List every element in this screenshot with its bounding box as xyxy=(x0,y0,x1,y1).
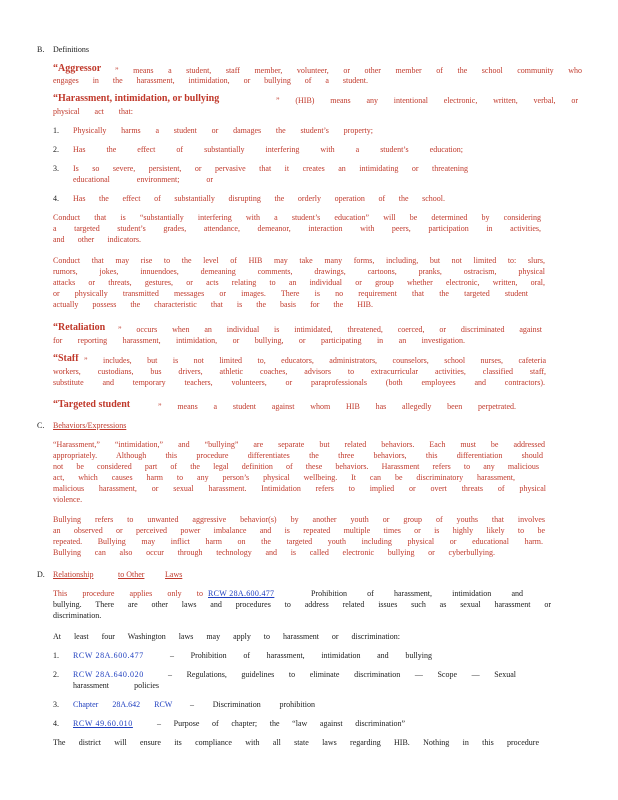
staff-line-1: ” includes, but is not limited to, educators, administrators, counselors, school nurses, cafeteria xyxy=(84,356,546,365)
behaviors-paragraph-2-line: repeated. Bullying may inflict harm on the targeted youth including physical or educational harm. xyxy=(53,537,543,546)
rcw-28a-600-477-link[interactable]: RCW 28A.600.477 xyxy=(208,589,275,598)
aggressor-line-2: engages in the harassment, intimidation, or bullying of a student. xyxy=(53,76,368,85)
relationship-paragraph-3: The district will ensure its compliance with all state laws regarding HIB. Nothing in this procedure xyxy=(53,738,539,747)
law-description: – Purpose of chapter; the “law against discrimination” xyxy=(157,719,405,728)
conduct-paragraph-2-line: Conduct that may rise to the level of HIB may take many forms, including, but not limited to: slurs, xyxy=(53,256,545,265)
list-item: Has the effect of substantially disrupting the orderly operation of the school. xyxy=(73,194,445,203)
relationship-paragraph-1-continued: Prohibition of harassment, intimidation and xyxy=(311,589,523,598)
conduct-paragraph-2-line: or physically transmitted messages or images. There is no requirement that the targeted student xyxy=(53,289,528,298)
section-d-letter: D. xyxy=(37,570,45,579)
list-item: Has the effect of substantially interfering with a student’s education; xyxy=(73,145,463,154)
behaviors-paragraph-1-line: not be considered part of the legal definition of these behaviors. Harassment refers to any malicious xyxy=(53,462,539,471)
behaviors-paragraph-2-line: an observed or perceived power imbalance and is repeated multiple times or is highly likely to be xyxy=(53,526,545,535)
targeted-student-term: “Targeted student xyxy=(53,400,131,410)
aggressor-term: “Aggressor xyxy=(53,64,102,74)
conduct-paragraph-2-line: rumors, jokes, innuendoes, demeaning comments, drawings, cartoons, pranks, ostracism, physical xyxy=(53,267,545,276)
section-b-title: Definitions xyxy=(53,45,89,54)
section-c-letter: C. xyxy=(37,421,45,430)
list-item: Physically harms a student or damages the student’s property; xyxy=(73,126,373,135)
law-number: 2. xyxy=(53,670,59,679)
section-c-title: Behaviors/Expressions xyxy=(53,421,127,430)
law-code-link[interactable]: RCW 28A.600.477 xyxy=(73,651,144,660)
list-item: Is so severe, persistent, or pervasive that it creates an intimidating or threatening xyxy=(73,164,468,173)
law-description: – Regulations, guidelines to eliminate discrimination — Scope — Sexual xyxy=(168,670,516,679)
law-description: – Discrimination prohibition xyxy=(190,700,315,709)
targeted-student-line: ” means a student against whom HIB has allegedly been perpetrated. xyxy=(158,402,516,411)
law-code-link[interactable]: RCW 28A.640.020 xyxy=(73,670,144,679)
list-item-continued: educational environment; or xyxy=(73,175,213,184)
conduct-paragraph-2-line: attacks or threats, gestures, or acts relating to an individual or group whether electronic, written, oral, xyxy=(53,278,545,287)
conduct-paragraph-1-line: and other indicators. xyxy=(53,235,141,244)
behaviors-paragraph-1-line: appropriately. Although this procedure differentiates the three behaviors, this differentiation should xyxy=(53,451,543,460)
behaviors-paragraph-1-line: violence. xyxy=(53,495,83,504)
behaviors-paragraph-2-line: Bullying can also occur through technology and is called electronic bullying or cyberbullying. xyxy=(53,548,495,557)
retaliation-line-1: ” occurs when an individual is intimidated, threatened, coerced, or discriminated against xyxy=(118,325,542,334)
list-number: 3. xyxy=(53,164,59,173)
aggressor-line-1: ” means a student, staff member, volunteer, or other member of the school community who xyxy=(115,66,582,75)
law-number: 4. xyxy=(53,719,59,728)
list-number: 1. xyxy=(53,126,59,135)
retaliation-line-2: for reporting harassment, intimidation, or bullying, or participating in an investigation. xyxy=(53,336,465,345)
behaviors-paragraph-1-line: “Harassment,” “intimidation,” and “bullying” are separate but related behaviors. Each must be addressed xyxy=(53,440,545,449)
section-d-title: Relationship xyxy=(53,570,94,579)
staff-line-2: workers, custodians, bus drivers, athletic coaches, advisors to extracurricular activities, classified staff, xyxy=(53,367,546,376)
conduct-paragraph-1-line: Conduct that is “substantially interfering with a student’s education” will be determined by considering xyxy=(53,213,541,222)
retaliation-term: “Retaliation xyxy=(53,323,106,333)
list-number: 2. xyxy=(53,145,59,154)
staff-line-3: substitute and temporary teachers, volunteers, or paraprofessionals (both employees and contractors). xyxy=(53,378,545,387)
law-description: – Prohibition of harassment, intimidation and bullying xyxy=(170,651,432,660)
relationship-paragraph-1-line-2: bullying. There are other laws and procedures to address related issues such as sexual harassment or xyxy=(53,600,551,609)
section-b-letter: B. xyxy=(37,45,45,54)
law-number: 3. xyxy=(53,700,59,709)
conduct-paragraph-1-line: a targeted student’s grades, attendance, demeanor, interaction with peers, participation in activities, xyxy=(53,224,541,233)
behaviors-paragraph-2-line: Bullying refers to unwanted aggressive behavior(s) by another youth or group of youths that involves xyxy=(53,515,545,524)
relationship-paragraph-1-start: This procedure applies only to xyxy=(53,589,203,598)
list-number: 4. xyxy=(53,194,59,203)
law-number: 1. xyxy=(53,651,59,660)
law-code-link[interactable]: Chapter 28A.642 RCW xyxy=(73,700,173,709)
hib-line-2: physical act that: xyxy=(53,107,133,116)
law-description-continued: harassment policies xyxy=(73,681,159,690)
conduct-paragraph-2-line: actually possess the characteristic that is the basis for the HIB. xyxy=(53,300,373,309)
relationship-paragraph-1-line-3: discrimination. xyxy=(53,611,102,620)
staff-term: “Staff xyxy=(53,354,79,364)
section-d-title-part: to Other xyxy=(118,570,145,579)
section-d-title-part: Laws xyxy=(165,570,183,579)
behaviors-paragraph-1-line: act, which causes harm to any person’s physical wellbeing. It can be discriminatory harassment, xyxy=(53,473,515,482)
relationship-paragraph-2: At least four Washington laws may apply to harassment or discrimination: xyxy=(53,632,400,641)
law-code-link[interactable]: RCW 49.60.010 xyxy=(73,719,133,728)
behaviors-paragraph-1-line: malicious harassment, or sexual harassment. Intimidation refers to implied or overt threats of physical xyxy=(53,484,546,493)
hib-term: “Harassment, intimidation, or bullying xyxy=(53,94,220,104)
hib-line-1: ” (HIB) means any intentional electronic, written, verbal, or xyxy=(276,96,578,105)
